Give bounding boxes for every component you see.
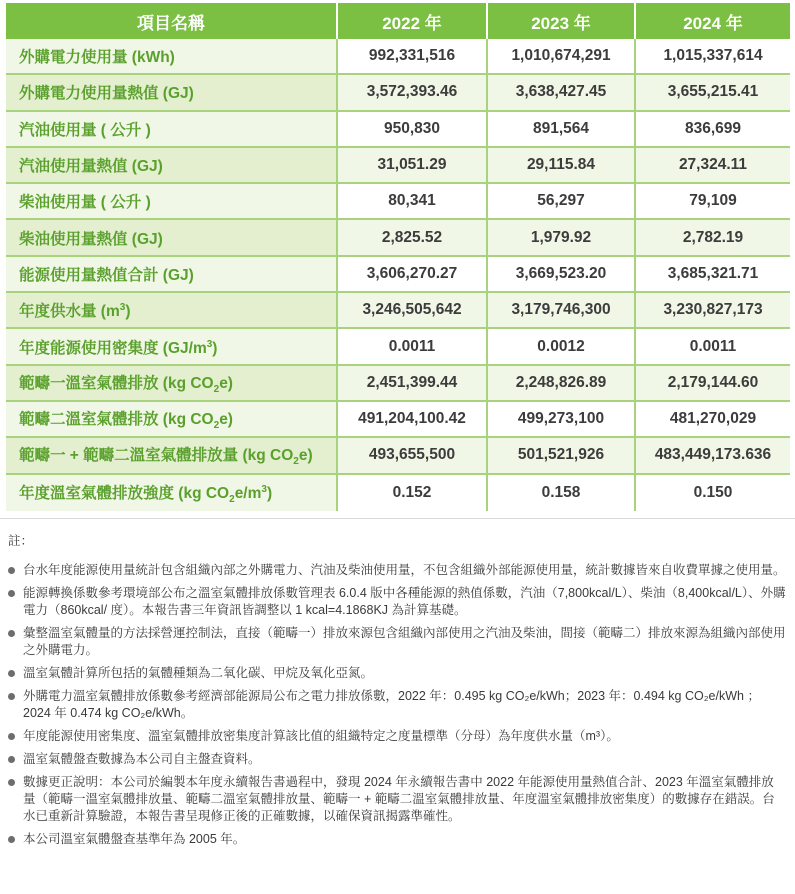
table-row (6, 112, 790, 148)
bullet-icon (8, 733, 15, 740)
row-label (6, 402, 338, 438)
note-text: 能源轉換係數參考環境部公布之溫室氣體排放係數管理表 6.0.4 版中各種能源的熱值係數，汽油（7,800kcal/L）、柴油（8,400kcal/L）、外購電力（860kcal/ 度）。本報告書三年資訊皆調整以 1 kcal=4.1868KJ 為計算基礎。 (23, 586, 786, 617)
value-2022: 3,572,393.46 (338, 75, 488, 111)
value-2023: 0.0012 (488, 329, 636, 365)
bullet-icon (8, 836, 15, 843)
value-2023: 0.158 (488, 475, 636, 511)
value-2023: 1,010,674,291 (488, 39, 636, 75)
value-2024: 2,782.19 (636, 220, 790, 256)
table-row (6, 438, 790, 474)
row-label: 汽油使用量熱值 (GJ) (6, 148, 338, 184)
value-2023: 56,297 (488, 184, 636, 220)
value-2022: 950,830 (338, 112, 488, 148)
label-text: 年度能源使用密集度 (GJ/m (19, 339, 207, 357)
value-2022: 3,246,505,642 (338, 293, 488, 329)
note-item (8, 831, 786, 848)
value-2023: 29,115.84 (488, 148, 636, 184)
header-item-name: 項目名稱 (6, 3, 338, 39)
value-2024: 483,449,173.636 (636, 438, 790, 474)
value-2023: 501,521,926 (488, 438, 636, 474)
value-2022: 2,451,399.44 (338, 366, 488, 402)
value-2022: 31,051.29 (338, 148, 488, 184)
table-header-row (6, 3, 790, 39)
label-text: 範疇一 + 範疇二溫室氣體排放量 (kg CO (19, 447, 294, 465)
note-item (8, 728, 786, 745)
value-2022: 3,606,270.27 (338, 257, 488, 293)
bullet-icon (8, 779, 15, 786)
label-text: 範疇一溫室氣體排放 (kg CO (19, 374, 214, 392)
note-text: 年度能源使用密集度、溫室氣體排放密集度計算該比值的組織特定之度量標準（分母）為年度供水量（m³）。 (23, 729, 619, 743)
note-text: 彙整溫室氣體量的方法採營運控制法，直接（範疇一）排放來源包含組織內部使用之汽油及柴油，間接（範疇二）排放來源為組織內部使用之外購電力。 (23, 626, 786, 657)
note-item (8, 585, 786, 619)
note-item (8, 625, 786, 659)
label-text-end: ) (212, 339, 218, 357)
value-2023: 891,564 (488, 112, 636, 148)
note-item (8, 751, 786, 768)
note-item (8, 562, 786, 579)
header-2024: 2024 年 (636, 3, 790, 39)
notes-section (8, 533, 786, 854)
row-label (6, 438, 338, 474)
value-2023: 1,979.92 (488, 220, 636, 256)
value-2024: 836,699 (636, 112, 790, 148)
value-2022: 0.0011 (338, 329, 488, 365)
value-2023: 3,669,523.20 (488, 257, 636, 293)
value-2022: 491,204,100.42 (338, 402, 488, 438)
value-2024: 481,270,029 (636, 402, 790, 438)
note-text: 本公司溫室氣體盤查基準年為 2005 年。 (23, 832, 246, 846)
row-label: 柴油使用量熱值 (GJ) (6, 220, 338, 256)
label-text-mid: e/m (234, 484, 262, 502)
label-sub: 2 (293, 456, 299, 468)
value-2024: 1,015,337,614 (636, 39, 790, 75)
table-row (6, 148, 790, 184)
row-label: 外購電力使用量熱值 (GJ) (6, 75, 338, 111)
label-sub: 2 (229, 493, 235, 505)
row-label: 能源使用量熱值合計 (GJ) (6, 257, 338, 293)
bullet-icon (8, 567, 15, 574)
label-text: 範疇二溫室氣體排放 (kg CO (19, 411, 214, 429)
value-2023: 499,273,100 (488, 402, 636, 438)
header-2022: 2022 年 (338, 3, 488, 39)
bullet-icon (8, 590, 15, 597)
table-row (6, 39, 790, 75)
label-sup: 3 (261, 483, 267, 495)
header-2023: 2023 年 (488, 3, 636, 39)
table-row (6, 220, 790, 256)
table-row (6, 402, 790, 438)
label-text-end: ) (125, 303, 131, 321)
label-text-end: e) (298, 447, 313, 465)
note-text: 台水年度能源使用量統計包含組織內部之外購電力、汽油及柴油使用量，不包含組織外部能源使用量，統計數據皆來自收費單據之使用量。 (23, 563, 786, 577)
row-label: 汽油使用量 ( 公升 ) (6, 112, 338, 148)
value-2024: 3,685,321.71 (636, 257, 790, 293)
value-2023: 3,638,427.45 (488, 75, 636, 111)
row-label (6, 475, 338, 511)
value-2024: 3,655,215.41 (636, 75, 790, 111)
note-text: 數據更正說明：本公司於編製本年度永續報告書過程中，發現 2024 年永續報告書中 2022 年能源使用量熱值合計、2023 年溫室氣體排放量（範疇一溫室氣體排放量、範疇二溫室氣體排放量、範疇一 + 範疇二溫室氣體排放量、年度溫室氣體排放密集度）的數據存在錯誤。台水已重新計算驗證，本報告書呈現修正後的正確數據，以確保資訊揭露準確性。 (23, 775, 775, 823)
section-divider (0, 518, 795, 519)
bullet-icon (8, 670, 15, 677)
value-2022: 0.152 (338, 475, 488, 511)
value-2024: 0.150 (636, 475, 790, 511)
value-2024: 2,179,144.60 (636, 366, 790, 402)
row-label (6, 293, 338, 329)
table-row (6, 257, 790, 293)
energy-ghg-table-container (6, 3, 790, 511)
value-2022: 80,341 (338, 184, 488, 220)
note-text: 外購電力溫室氣體排放係數參考經濟部能源局公布之電力排放係數，2022 年：0.495 kg CO₂e/kWh；2023 年：0.494 kg CO₂e/kWh ；2024 年 0.474 kg CO₂e/kWh。 (23, 689, 760, 720)
energy-ghg-table (6, 3, 790, 511)
label-text: 年度溫室氣體排放強度 (kg CO (19, 484, 230, 502)
value-2022: 992,331,516 (338, 39, 488, 75)
row-label: 柴油使用量 ( 公升 ) (6, 184, 338, 220)
label-text-end: e) (219, 374, 233, 392)
value-2024: 0.0011 (636, 329, 790, 365)
table-row (6, 475, 790, 511)
table-row (6, 329, 790, 365)
notes-title: 註： (8, 534, 34, 548)
value-2024: 3,230,827,173 (636, 293, 790, 329)
label-sup: 3 (119, 302, 126, 314)
value-2024: 79,109 (636, 184, 790, 220)
bullet-icon (8, 693, 15, 700)
bullet-icon (8, 630, 15, 637)
label-sub: 2 (213, 383, 220, 395)
label-text-end: ) (266, 484, 273, 502)
note-item (8, 774, 786, 825)
bullet-icon (8, 756, 15, 763)
value-2022: 493,655,500 (338, 438, 488, 474)
label-sup: 3 (206, 338, 213, 350)
table-row (6, 366, 790, 402)
note-item (8, 688, 786, 722)
table-row (6, 184, 790, 220)
table-row (6, 75, 790, 111)
label-text: 年度供水量 (m (19, 303, 120, 321)
label-text-end: e) (219, 411, 233, 429)
table-row (6, 293, 790, 329)
row-label (6, 329, 338, 365)
value-2023: 2,248,826.89 (488, 366, 636, 402)
note-text: 溫室氣體盤查數據為本公司自主盤查資料。 (23, 752, 261, 766)
value-2022: 2,825.52 (338, 220, 488, 256)
value-2024: 27,324.11 (636, 148, 790, 184)
row-label (6, 366, 338, 402)
label-sub: 2 (213, 420, 220, 432)
note-text: 溫室氣體計算所包括的氣體種類為二氧化碳、甲烷及氧化亞氮。 (23, 666, 374, 680)
note-item (8, 665, 786, 682)
row-label: 外購電力使用量 (kWh) (6, 39, 338, 75)
value-2023: 3,179,746,300 (488, 293, 636, 329)
